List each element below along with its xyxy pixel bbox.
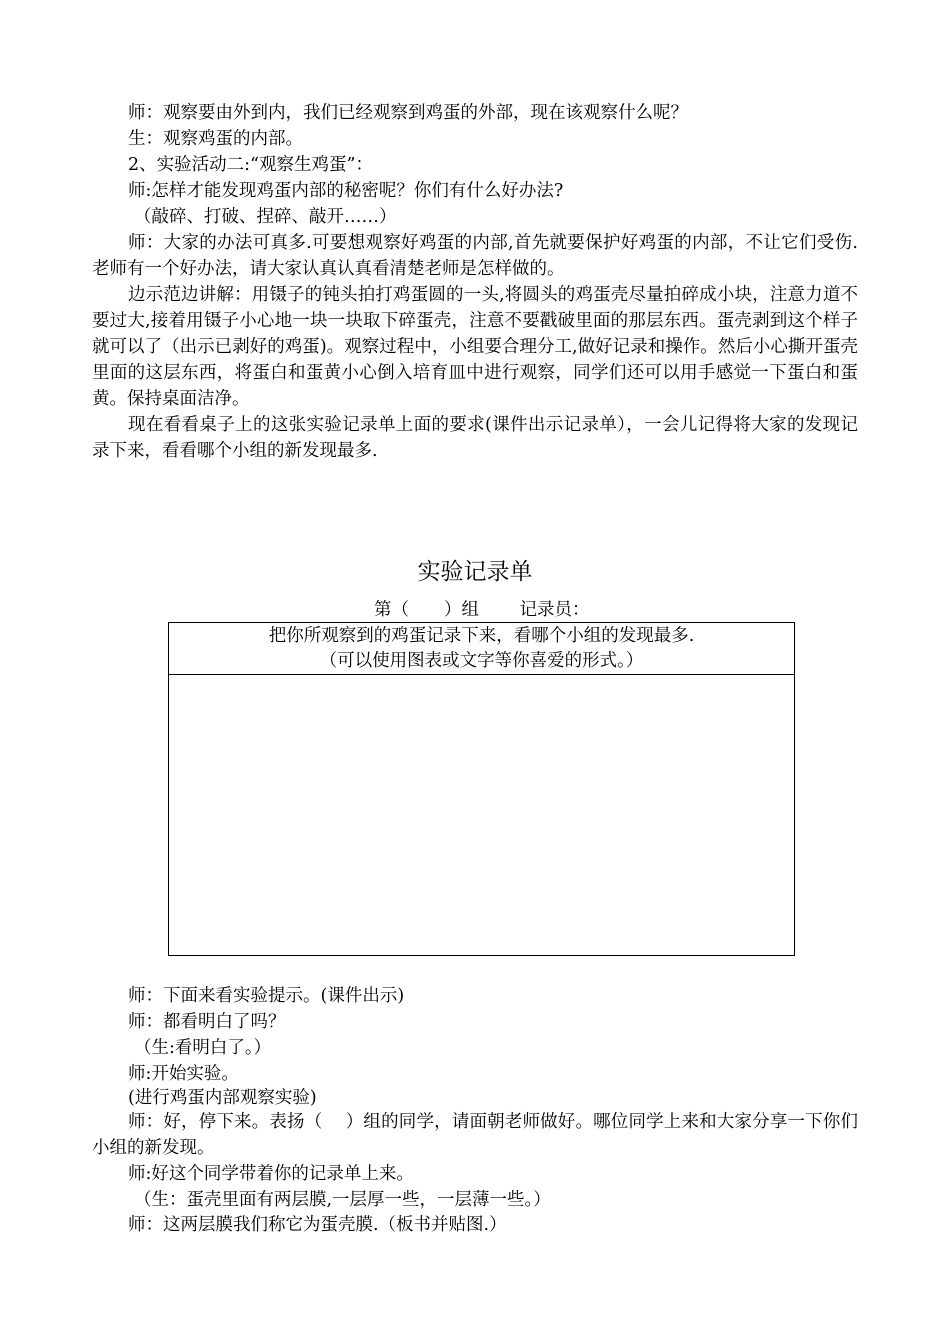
student-response: （生:看明白了。）: [134, 1038, 272, 1058]
demonstration-paragraph: 边示范边讲解：用镊子的钝头拍打鸡蛋圆的一头,将圆头的鸡蛋壳尽量拍碎成小块，注意力道不要过大,接着用镊子小心地一块一块取下碎蛋壳，注意不要戳破里面的那层东西。蛋壳剥到这个样子就可以了（出示已剥好的鸡蛋)。观察过程中，小组要合理分工,做好记录和操作。然后小心撕开蛋壳里面的这层东西，将蛋白和蛋黄小心倒入培育皿中进行观察，同学们还可以用手感觉一下蛋白和蛋黄。保持桌面洁净。: [92, 285, 858, 409]
record-sheet-blank-area: [169, 675, 794, 955]
student-response: （生：蛋壳里面有两层膜,一层厚一些，一层薄一些。）: [134, 1190, 551, 1210]
record-instruction-line: （可以使用图表或文字等你喜爱的形式。）: [319, 651, 644, 671]
record-sheet-meta: 第（ ）组 记录员：: [374, 600, 590, 620]
record-sheet-table: [168, 622, 795, 956]
dialogue-line: 生：观察鸡蛋的内部。: [128, 129, 303, 149]
dialogue-paragraph: 师：大家的办法可真多.可要想观察好鸡蛋的内部,首先就要保护好鸡蛋的内部，不让它们受伤.老师有一个好办法，请大家认真认真看清楚老师是怎样做的。: [92, 233, 858, 279]
dialogue-line: 师：都看明白了吗？: [128, 1012, 286, 1032]
dialogue-line: 师：观察要由外到内，我们已经观察到鸡蛋的外部，现在该观察什么呢？: [128, 103, 688, 123]
dialogue-line: 师：这两层膜我们称它为蛋壳膜.（板书并贴图.）: [128, 1215, 507, 1235]
record-instruction-line: 把你所观察到的鸡蛋记录下来，看哪个小组的发现最多.: [268, 626, 695, 646]
section-heading: 2、实验活动二:“观察生鸡蛋”：: [128, 155, 373, 175]
dialogue-line: 师：下面来看实验提示。(课件出示): [128, 986, 405, 1006]
record-sheet-header: [169, 623, 794, 675]
dialogue-line: 师:好这个同学带着你的记录单上来。: [128, 1164, 414, 1184]
record-sheet-title: 实验记录单: [417, 559, 533, 585]
dialogue-line: 师:开始实验。: [128, 1064, 239, 1084]
student-response: （敲碎、打破、捏碎、敲开……）: [134, 207, 397, 227]
instruction-paragraph: 现在看看桌子上的这张实验记录单上面的要求(课件出示记录单），一会儿记得将大家的发现记录下来，看看哪个小组的新发现最多.: [92, 415, 858, 461]
dialogue-line: 师:怎样才能发现鸡蛋内部的秘密呢？你们有什么好办法?: [128, 181, 564, 201]
stage-direction: (进行鸡蛋内部观察实验): [128, 1088, 317, 1108]
dialogue-paragraph: 师：好，停下来。表扬（ ）组的同学，请面朝老师做好。哪位同学上来和大家分享一下你们小组的新发现。: [92, 1112, 858, 1158]
